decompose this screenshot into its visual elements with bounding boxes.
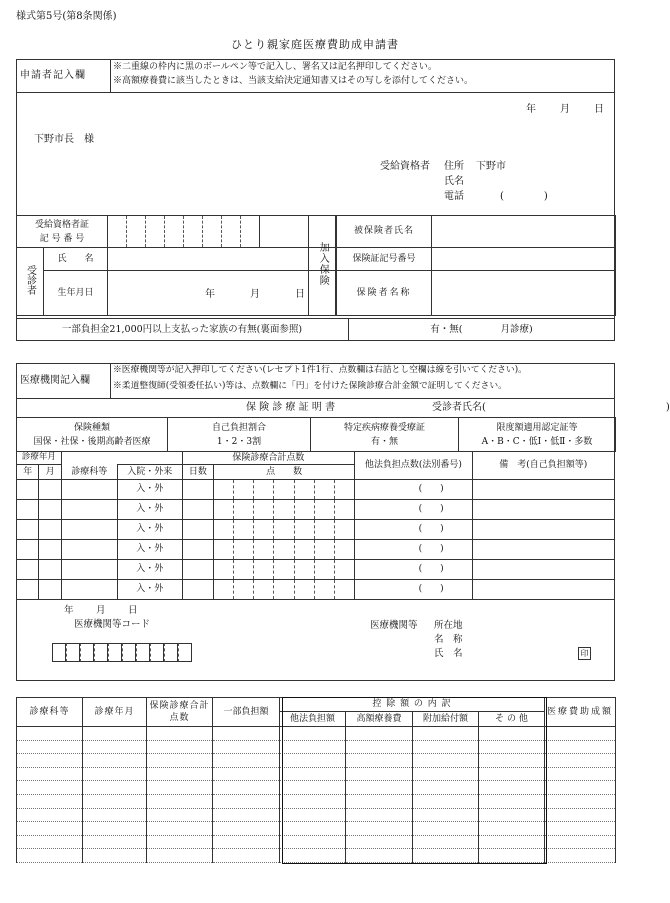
cell-point-digit[interactable] [214, 560, 234, 580]
cell-point-digit[interactable] [314, 500, 334, 520]
points-total-header: 保険診療合計点数 [182, 452, 354, 465]
office-cell[interactable] [83, 740, 147, 754]
office-cell[interactable] [479, 835, 545, 849]
office-cell[interactable] [545, 835, 616, 849]
code-label: 医療機関等コード [74, 619, 151, 630]
cell-other-law[interactable]: ( ) [355, 480, 473, 500]
specific-disease-header: 特定疾病療養受療証 [343, 422, 425, 433]
cell-remarks[interactable] [472, 480, 614, 500]
office-cell[interactable] [213, 740, 280, 754]
cell-month[interactable] [39, 520, 61, 540]
patient-name-label: 氏 名 [44, 248, 108, 271]
seal-box: 印 [578, 647, 591, 660]
applicant-note: ※二重線の枠内に黒のボールペン等で記入し、署名又は記名押印してください。 [113, 62, 437, 72]
office-cell[interactable] [83, 849, 147, 863]
office-cell[interactable] [213, 727, 280, 741]
office-table [16, 697, 616, 863]
office-deduction-header: 控 除 額 の 内 訳 [280, 698, 545, 712]
cell-point-digit[interactable] [274, 540, 294, 560]
office-cell[interactable] [280, 781, 346, 795]
office-cell[interactable] [413, 849, 479, 863]
cell-days[interactable] [182, 560, 213, 580]
copay-ratio-value[interactable]: 1・2・3割 [216, 436, 262, 447]
office-cell[interactable] [17, 849, 83, 863]
office-points-header: 保険診療合計点数 [147, 698, 213, 727]
cell-point-digit[interactable] [214, 520, 234, 540]
cell-point-digit[interactable] [274, 580, 294, 600]
cert-date-day: 日 [128, 605, 138, 616]
cell-month[interactable] [39, 500, 61, 520]
insurance-type-value[interactable]: 国保・社保・後期高齢者医療 [33, 436, 151, 447]
office-row [17, 740, 616, 754]
cell-point-digit[interactable] [334, 480, 354, 500]
code-digit-box[interactable] [178, 643, 192, 662]
office-cell[interactable] [479, 781, 545, 795]
cell-other-law[interactable]: ( ) [355, 540, 473, 560]
specific-disease-value[interactable]: 有・無 [370, 436, 398, 447]
office-cell[interactable] [479, 808, 545, 822]
office-cell[interactable] [346, 822, 413, 836]
office-cell[interactable] [545, 808, 616, 822]
office-cell[interactable] [280, 727, 346, 741]
treatment-row [17, 540, 615, 560]
office-cell[interactable] [213, 767, 280, 781]
cell-year[interactable] [17, 540, 39, 560]
office-cell[interactable] [346, 808, 413, 822]
office-row [17, 727, 616, 741]
office-row [17, 754, 616, 768]
cell-point-digit[interactable] [294, 540, 314, 560]
office-cell[interactable] [147, 781, 213, 795]
cell-inout[interactable]: 入・外 [117, 580, 182, 600]
cell-point-digit[interactable] [314, 540, 334, 560]
limit-cert-header: 限度額適用認定証等 [496, 422, 578, 433]
cell-days[interactable] [182, 500, 213, 520]
office-row [17, 781, 616, 795]
cell-point-digit[interactable] [214, 500, 234, 520]
treatment-row [17, 480, 615, 500]
office-cell[interactable] [479, 754, 545, 768]
code-digit-box[interactable] [52, 643, 66, 662]
office-cell[interactable] [346, 767, 413, 781]
office-copay-header: 一部負担額 [213, 698, 280, 727]
location-label: 所在地 [434, 620, 463, 631]
cert-digit[interactable] [222, 216, 241, 248]
office-cell[interactable] [479, 767, 545, 781]
office-cell[interactable] [280, 740, 346, 754]
date-day: 日 [594, 104, 604, 115]
other-law-header: 他法負担点数(法別番号) [355, 452, 473, 480]
cell-point-digit[interactable] [274, 520, 294, 540]
insurer-name-label: 保険者名称 [337, 271, 432, 316]
cert-digit[interactable] [184, 216, 203, 248]
department-header: 診療科等 [61, 465, 117, 480]
office-cell[interactable] [17, 835, 83, 849]
office-cell[interactable] [83, 754, 147, 768]
office-cell[interactable] [545, 781, 616, 795]
office-row [17, 808, 616, 822]
code-digit-box[interactable] [108, 643, 122, 662]
treatment-row [17, 560, 615, 580]
office-cell[interactable] [213, 835, 280, 849]
cell-point-digit[interactable] [314, 480, 334, 500]
office-cell[interactable] [83, 767, 147, 781]
office-cell[interactable] [83, 835, 147, 849]
cell-point-digit[interactable] [214, 580, 234, 600]
code-digit-box[interactable] [122, 643, 136, 662]
office-cell[interactable] [213, 781, 280, 795]
cell-point-digit[interactable] [254, 540, 274, 560]
cell-year[interactable] [17, 580, 39, 600]
office-cell[interactable] [346, 727, 413, 741]
cell-month[interactable] [39, 540, 61, 560]
office-cell[interactable] [479, 822, 545, 836]
office-cell[interactable] [413, 781, 479, 795]
cell-year[interactable] [17, 480, 39, 500]
cell-days[interactable] [182, 580, 213, 600]
limit-cert-value[interactable]: A・B・C・低Ⅰ・低Ⅱ・多数 [481, 436, 593, 447]
cell-remarks[interactable] [472, 500, 614, 520]
office-cell[interactable] [17, 781, 83, 795]
cell-inout[interactable]: 入・外 [117, 500, 182, 520]
cell-days[interactable] [182, 480, 213, 500]
inout-header: 入院・外来 [117, 465, 182, 480]
year-header: 年 [17, 465, 39, 480]
cell-other-law[interactable]: ( ) [355, 580, 473, 600]
cert-digit[interactable] [165, 216, 184, 248]
cert-digit[interactable] [203, 216, 222, 248]
cell-point-digit[interactable] [334, 560, 354, 580]
date-month: 月 [560, 104, 570, 115]
cell-year[interactable] [17, 520, 39, 540]
office-cell[interactable] [147, 849, 213, 863]
code-digit-box[interactable] [94, 643, 108, 662]
insurance-cert-label: 保険証記号番号 [337, 248, 432, 271]
cell-month[interactable] [39, 560, 61, 580]
phone-label: 電話 [444, 191, 464, 202]
office-cell[interactable] [17, 754, 83, 768]
cell-year[interactable] [17, 500, 39, 520]
office-cell[interactable] [147, 740, 213, 754]
cell-point-digit[interactable] [254, 520, 274, 540]
office-row [17, 849, 616, 863]
cert-digit[interactable] [127, 216, 146, 248]
year-month-header: 診療年月 [17, 452, 62, 465]
office-cell[interactable] [280, 754, 346, 768]
office-cell[interactable] [280, 822, 346, 836]
cert-digit[interactable] [108, 216, 127, 248]
office-cell[interactable] [413, 808, 479, 822]
office-row [17, 835, 616, 849]
office-period-header: 診療年月 [83, 698, 147, 727]
office-cell[interactable] [83, 808, 147, 822]
birth-year: 年 [205, 289, 215, 300]
code-digit-box[interactable] [66, 643, 80, 662]
office-cell[interactable] [479, 794, 545, 808]
date-year: 年 [526, 104, 536, 115]
copay-ratio-header: 自己負担割合 [211, 422, 266, 433]
office-cell[interactable] [213, 808, 280, 822]
insured-name-label: 被保険者氏名 [337, 216, 432, 248]
cert-date-month: 月 [96, 605, 106, 616]
office-cell[interactable] [479, 727, 545, 741]
medical-section-label: 医療機関記入欄 [20, 375, 90, 386]
patient-label: 受診者 [24, 265, 36, 295]
cert-date-year: 年 [64, 605, 74, 616]
cell-remarks[interactable] [472, 540, 614, 560]
office-cell[interactable] [147, 794, 213, 808]
office-cell[interactable] [346, 781, 413, 795]
office-cell[interactable] [280, 849, 346, 863]
office-cell[interactable] [83, 822, 147, 836]
cell-inout[interactable]: 入・外 [117, 480, 182, 500]
office-cell[interactable] [545, 794, 616, 808]
copay-answer[interactable]: 有・無( 月診療) [430, 324, 533, 335]
office-row [17, 822, 616, 836]
cell-point-digit[interactable] [254, 560, 274, 580]
office-cell[interactable] [413, 727, 479, 741]
cell-other-law[interactable]: ( ) [355, 500, 473, 520]
cell-point-digit[interactable] [334, 520, 354, 540]
office-cell[interactable] [413, 835, 479, 849]
cell-point-digit[interactable] [234, 580, 254, 600]
cell-other-law[interactable]: ( ) [355, 520, 473, 540]
insurance-type-header: 保険種類 [73, 422, 110, 433]
office-cell[interactable] [413, 754, 479, 768]
applicant-section-label: 申請者記入欄 [20, 70, 86, 81]
code-digit-box[interactable] [136, 643, 150, 662]
insurance-label: 加入保険 [317, 241, 329, 286]
office-cell[interactable] [280, 767, 346, 781]
office-extra-header: 附加給付額 [413, 712, 479, 727]
office-highcost-header: 高額療養費 [346, 712, 413, 727]
qualifier-label: 受給資格者 [380, 161, 430, 172]
office-cell[interactable] [346, 740, 413, 754]
cell-point-digit[interactable] [314, 520, 334, 540]
office-cell[interactable] [413, 794, 479, 808]
cell-point-digit[interactable] [294, 520, 314, 540]
office-cell[interactable] [17, 822, 83, 836]
treatment-row [17, 500, 615, 520]
mei-label: 名 称 [434, 634, 463, 645]
cell-point-digit[interactable] [214, 540, 234, 560]
cell-point-digit[interactable] [334, 540, 354, 560]
cell-days[interactable] [182, 520, 213, 540]
cell-point-digit[interactable] [214, 480, 234, 500]
code-digit-box[interactable] [80, 643, 94, 662]
cell-remarks[interactable] [472, 520, 614, 540]
applicant-note: ※高額療養費に該当したときは、当該支給決定通知書又はその写しを添付してください。 [113, 76, 474, 86]
page-title: ひとり親家庭医療費助成申請書 [231, 38, 399, 51]
office-cell[interactable] [17, 767, 83, 781]
cell-other-law[interactable]: ( ) [355, 560, 473, 580]
office-cell[interactable] [280, 835, 346, 849]
office-other-header: そ の 他 [479, 712, 545, 727]
treatment-table [16, 451, 615, 600]
cert-digit[interactable] [146, 216, 165, 248]
cell-point-digit[interactable] [334, 580, 354, 600]
cell-point-digit[interactable] [254, 480, 274, 500]
institution-label: 医療機関等 [370, 620, 418, 631]
office-cell[interactable] [479, 740, 545, 754]
office-cell[interactable] [83, 794, 147, 808]
office-cell[interactable] [346, 794, 413, 808]
office-cell[interactable] [545, 740, 616, 754]
treatment-row [17, 580, 615, 600]
office-cell[interactable] [280, 808, 346, 822]
addressee: 下野市長 様 [34, 134, 94, 145]
cert-no-label: 受給資格者証 [35, 219, 90, 230]
office-cell[interactable] [346, 849, 413, 863]
cell-month[interactable] [39, 480, 61, 500]
cell-point-digit[interactable] [294, 560, 314, 580]
phone-parens: ( ) [500, 191, 548, 202]
medical-note: ※医療機関等が記入押印してください(レセプト1件1行、点数欄は右詰とし空欄は線を引いてください)。 [113, 365, 527, 375]
month-header: 月 [39, 465, 61, 480]
cell-department[interactable] [61, 580, 117, 600]
office-cell[interactable] [83, 727, 147, 741]
office-cell[interactable] [17, 740, 83, 754]
office-cell[interactable] [147, 808, 213, 822]
office-cell[interactable] [147, 835, 213, 849]
address-label: 住所 [444, 161, 464, 172]
cert-digit[interactable] [241, 216, 260, 248]
form-number: 様式第5号(第8条関係) [16, 11, 117, 22]
office-cell[interactable] [346, 754, 413, 768]
office-cell[interactable] [213, 794, 280, 808]
cell-point-digit[interactable] [274, 480, 294, 500]
patient-table: 受給資格者証 記 号 番 号 受診者 氏 名 生年月日 [16, 215, 336, 316]
code-digit-box[interactable] [150, 643, 164, 662]
cell-point-digit[interactable] [294, 500, 314, 520]
insurance-cert-field[interactable] [432, 248, 616, 271]
cell-point-digit[interactable] [294, 580, 314, 600]
office-cell[interactable] [213, 754, 280, 768]
cell-inout[interactable]: 入・外 [117, 520, 182, 540]
cell-point-digit[interactable] [234, 540, 254, 560]
office-cell[interactable] [213, 822, 280, 836]
office-cell[interactable] [413, 822, 479, 836]
cell-point-digit[interactable] [294, 480, 314, 500]
cell-point-digit[interactable] [234, 500, 254, 520]
cell-point-digit[interactable] [314, 580, 334, 600]
shimei-label: 氏 名 [434, 648, 463, 659]
address-value: 下野市 [476, 161, 506, 172]
cell-department[interactable] [61, 480, 117, 500]
birth-month: 月 [250, 289, 260, 300]
office-cell[interactable] [17, 794, 83, 808]
remarks-header: 備 考(自己負担額等) [472, 452, 614, 480]
cell-point-digit[interactable] [234, 480, 254, 500]
insured-name-field[interactable] [432, 216, 616, 248]
cell-point-digit[interactable] [234, 520, 254, 540]
name-label: 氏名 [444, 176, 464, 187]
office-cell[interactable] [545, 822, 616, 836]
days-header: 日数 [182, 465, 213, 480]
cell-point-digit[interactable] [254, 500, 274, 520]
cell-point-digit[interactable] [314, 560, 334, 580]
birth-label: 生年月日 [44, 271, 108, 316]
cell-department[interactable] [61, 540, 117, 560]
cell-month[interactable] [39, 580, 61, 600]
cell-days[interactable] [182, 540, 213, 560]
office-cell[interactable] [17, 808, 83, 822]
office-cell[interactable] [413, 740, 479, 754]
office-cell[interactable] [147, 822, 213, 836]
office-cell[interactable] [545, 767, 616, 781]
office-department-header: 診療科等 [17, 698, 83, 727]
cell-department[interactable] [61, 560, 117, 580]
cell-remarks[interactable] [472, 560, 614, 580]
office-row [17, 794, 616, 808]
copay-question: 一部負担金21,000円以上支払った家族の有無(裏面参照) [61, 324, 303, 335]
office-cell[interactable] [545, 754, 616, 768]
office-cell[interactable] [545, 849, 616, 863]
office-cell[interactable] [83, 781, 147, 795]
cell-point-digit[interactable] [274, 500, 294, 520]
patient-name-field[interactable] [108, 248, 336, 271]
cell-year[interactable] [17, 560, 39, 580]
cell-point-digit[interactable] [234, 560, 254, 580]
cell-point-digit[interactable] [254, 580, 274, 600]
office-cell[interactable] [147, 727, 213, 741]
office-cell[interactable] [17, 727, 83, 741]
insurance-info-table [16, 417, 616, 452]
code-digit-box[interactable] [164, 643, 178, 662]
office-cell[interactable] [545, 727, 616, 741]
office-cell[interactable] [413, 767, 479, 781]
cell-remarks[interactable] [472, 580, 614, 600]
office-cell[interactable] [280, 794, 346, 808]
cell-point-digit[interactable] [274, 560, 294, 580]
office-otherlaw-header: 他法負担額 [280, 712, 346, 727]
medical-note: ※柔道整復師(受領委任払い)等は、点数欄に「円」を付けた保険診療合計金額で証明してください。 [113, 381, 507, 391]
insurance-table [308, 215, 616, 316]
treatment-row [17, 520, 615, 540]
points-header: 点 数 [214, 465, 355, 480]
office-cell[interactable] [147, 754, 213, 768]
office-row [17, 767, 616, 781]
cert-title: 保 険 診 療 証 明 書 [246, 402, 336, 413]
cell-department[interactable] [61, 500, 117, 520]
cell-department[interactable] [61, 520, 117, 540]
patient-name-line[interactable]: 受診者氏名( ) [432, 402, 670, 413]
cell-point-digit[interactable] [334, 500, 354, 520]
office-cell[interactable] [147, 767, 213, 781]
office-cell[interactable] [213, 849, 280, 863]
office-subsidy-header: 医療費助成額 [545, 698, 616, 727]
cell-inout[interactable]: 入・外 [117, 560, 182, 580]
cell-inout[interactable]: 入・外 [117, 540, 182, 560]
office-cell[interactable] [346, 835, 413, 849]
office-cell[interactable] [479, 849, 545, 863]
birth-day: 日 [295, 289, 305, 300]
insurer-name-field[interactable] [432, 271, 616, 316]
